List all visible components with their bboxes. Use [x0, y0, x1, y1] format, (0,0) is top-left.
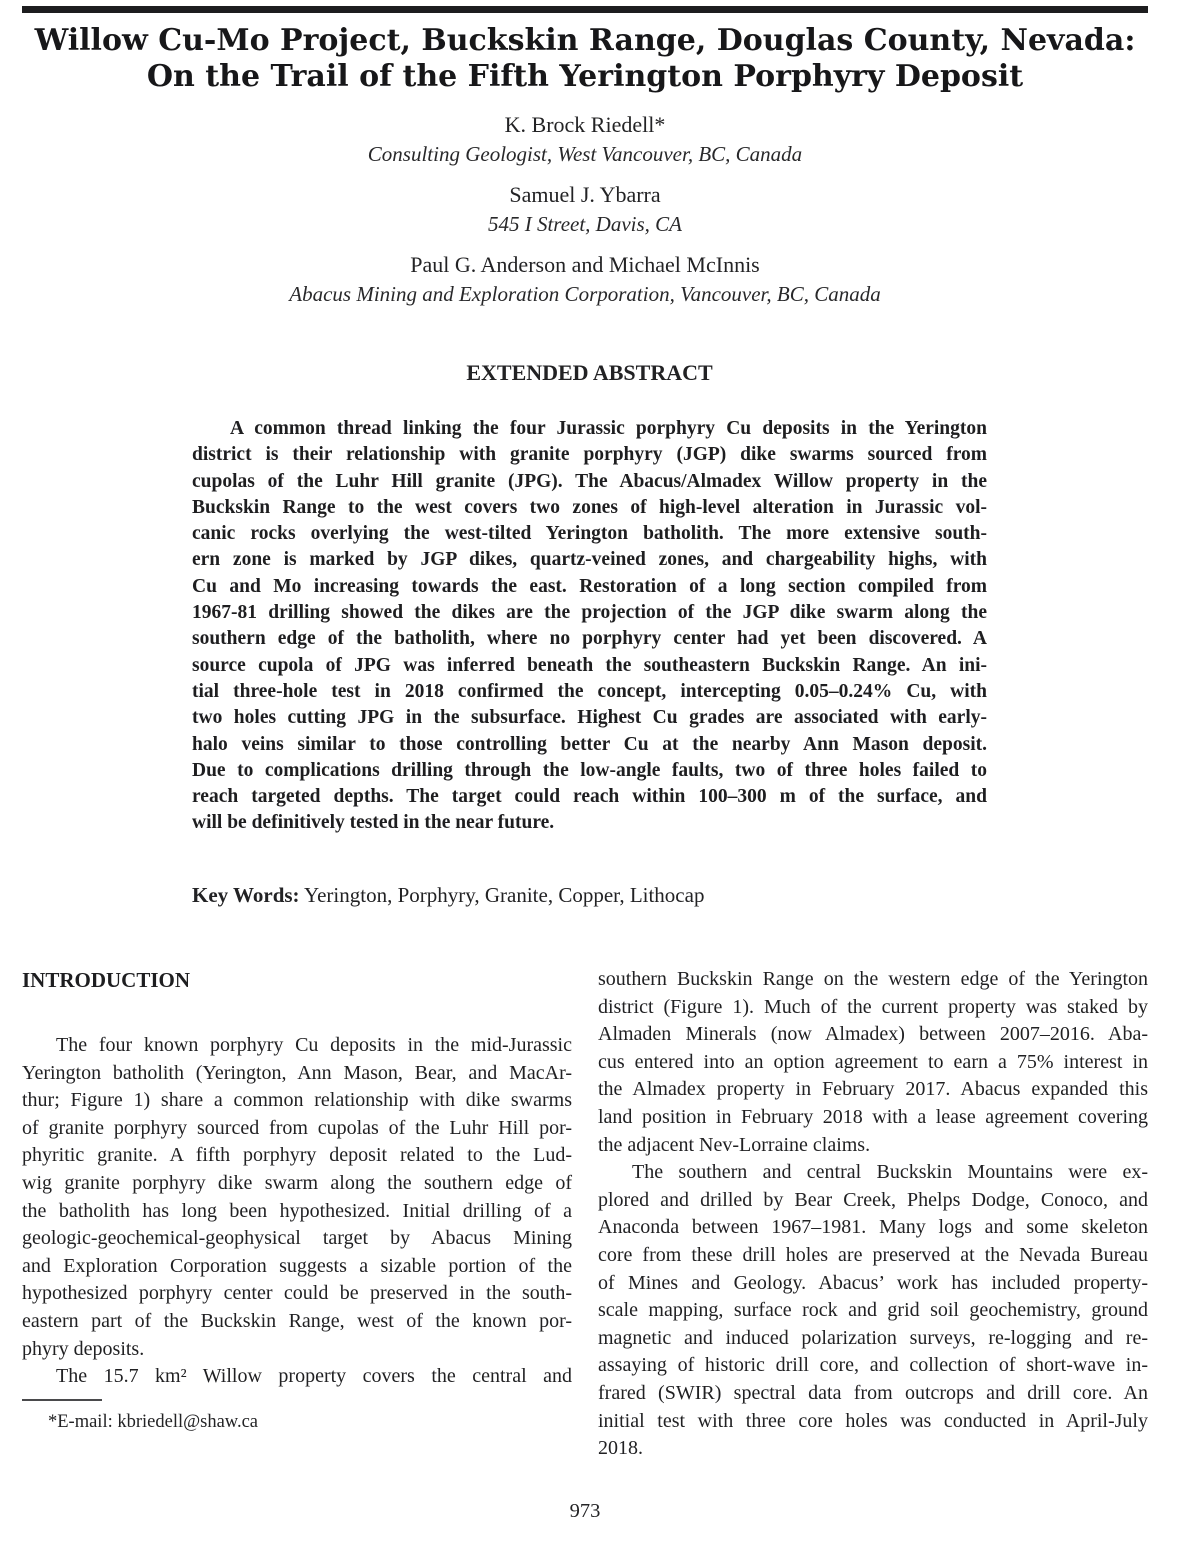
text-line: of granite porphyry sourced from cupolas of the Luhr Hill por-	[22, 1116, 572, 1139]
keywords-line	[192, 881, 987, 909]
left-column	[22, 966, 572, 1391]
text-line: 2018.	[598, 1437, 643, 1460]
text-line: Buckskin Range to the west covers two zones of high-level alteration in Jurassic vol-	[192, 496, 987, 518]
text-line: cus entered into an option agreement to earn a 75% interest in	[598, 1050, 1148, 1073]
paper-title-line-1: Willow Cu-Mo Project, Buckskin Range, Douglas County, Nevada:	[34, 23, 1136, 58]
text-line: core from these drill holes are preserved at the Nevada Bureau	[598, 1243, 1148, 1266]
text-line: A common thread linking the four Jurassic porphyry Cu deposits in the Yerington	[230, 418, 987, 439]
header-rule	[22, 6, 1148, 13]
footnote-text: *E-mail: kbriedell@shaw.ca	[48, 1412, 259, 1432]
paper-title-line-2: On the Trail of the Fifth Yerington Porphyry Deposit	[146, 59, 1024, 94]
paragraph	[22, 1363, 572, 1391]
text-line: land position in February 2018 with a lease agreement covering	[598, 1105, 1148, 1128]
paper-title	[22, 23, 1148, 95]
text-line: geologic-geochemical-geophysical target by Abacus Mining	[22, 1227, 572, 1250]
text-line: The southern and central Buckskin Mountains were ex-	[632, 1161, 1148, 1184]
text-line: hypothesized porphyry center could be preserved in the south-	[22, 1282, 572, 1305]
text-line: Due to complications drilling through the low-angle faults, two of three holes failed to	[192, 759, 987, 781]
author-name: Paul G. Anderson and Michael McInnis	[410, 252, 760, 277]
text-line: source cupola of JPG was inferred beneath the southeastern Buckskin Range. An ini-	[192, 654, 987, 676]
text-line: assaying of historic drill core, and collection of short-wave in-	[598, 1354, 1148, 1377]
footnote	[22, 1399, 572, 1434]
text-line: eastern part of the Buckskin Range, west of the known por-	[22, 1309, 572, 1332]
text-line: southern edge of the batholith, where no porphyry center had yet been discovered. A	[192, 628, 987, 650]
author-group	[22, 250, 1148, 309]
author-affiliation: Consulting Geologist, West Vancouver, BC, Canada	[367, 142, 803, 166]
author-affiliation: Abacus Mining and Exploration Corporation, Vancouver, BC, Canada	[289, 282, 881, 306]
page-number: 973	[569, 1500, 601, 1522]
text-line: The four known porphyry Cu deposits in the mid-Jurassic	[56, 1034, 572, 1056]
text-line: wig granite porphyry dike swarm along the southern edge of	[22, 1171, 572, 1194]
author-name: Samuel J. Ybarra	[509, 182, 661, 207]
text-line: initial test with three core holes was conducted in April-July	[598, 1409, 1148, 1432]
text-line: district is their relationship with granite porphyry (JGP) dike swarms sourced from	[192, 444, 987, 466]
author-group	[22, 180, 1148, 239]
text-line: Yerington batholith (Yerington, Ann Mason, Bear, and MacAr-	[22, 1061, 572, 1084]
text-line: ern zone is marked by JGP dikes, quartz-veined zones, and chargeability highs, with	[192, 549, 987, 571]
text-line: canic rocks overlying the west-tilted Yerington batholith. The more extensive south-	[192, 523, 987, 545]
text-line: the batholith has long been hypothesized. Initial drilling of a	[22, 1199, 572, 1222]
keywords-list: Yerington, Porphyry, Granite, Copper, Lithocap	[299, 883, 705, 907]
text-line: Almaden Minerals (now Almadex) between 2007–2016. Aba-	[598, 1023, 1148, 1046]
author-affiliation: 545 I Street, Davis, CA	[487, 212, 683, 236]
text-line: frared (SWIR) spectral data from outcrops and drill core. An	[598, 1381, 1148, 1404]
text-line: the adjacent Nev-Lorraine claims.	[598, 1133, 871, 1156]
left-column-text	[22, 1032, 572, 1391]
text-line: phyritic granite. A fifth porphyry deposit related to the Lud-	[22, 1144, 572, 1167]
paragraph	[22, 1032, 572, 1363]
text-line: scale mapping, surface rock and grid soil geochemistry, ground	[598, 1299, 1148, 1322]
author-name: K. Brock Riedell*	[504, 112, 666, 137]
text-line: southern Buckskin Range on the western edge of the Yerington	[598, 968, 1148, 990]
text-line: two holes cutting JPG in the subsurface. Highest Cu grades are associated with early-	[192, 707, 987, 729]
text-line: will be definitively tested in the near future.	[192, 812, 555, 834]
paragraph	[598, 966, 1148, 1159]
keywords-label: Key Words:	[192, 883, 300, 907]
text-line: district (Figure 1). Much of the current property was staked by	[598, 995, 1148, 1018]
text-line: Anaconda between 1967–1981. Many logs and some skeleton	[598, 1216, 1148, 1239]
footnote-rule	[22, 1399, 102, 1401]
right-column	[598, 966, 1148, 1463]
text-line: 1967-81 drilling showed the dikes are the projection of the JGP dike swarm along the	[192, 602, 987, 624]
paragraph	[192, 416, 987, 837]
text-line: thur; Figure 1) share a common relationship with dike swarms	[22, 1089, 572, 1112]
text-line: of Mines and Geology. Abacus’ work has included property-	[598, 1271, 1148, 1294]
text-line: The 15.7 km² Willow property covers the central and	[56, 1365, 572, 1388]
text-line: reach targeted depths. The target could reach within 100–300 m of the surface, and	[192, 786, 987, 808]
text-line: halo veins similar to those controlling better Cu at the nearby Ann Mason deposit.	[192, 733, 987, 755]
text-line: phyry deposits.	[22, 1337, 145, 1360]
text-line: cupolas of the Luhr Hill granite (JPG). The Abacus/Almadex Willow property in the	[192, 470, 987, 492]
text-line: magnetic and induced polarization surveys, re-logging and re-	[598, 1326, 1148, 1349]
author-group	[22, 110, 1148, 169]
paragraph	[598, 1159, 1148, 1463]
text-line: Cu and Mo increasing towards the east. Restoration of a long section compiled from	[192, 575, 987, 597]
text-line: and Exploration Corporation suggests a sizable portion of the	[22, 1254, 572, 1277]
abstract-body	[192, 416, 987, 837]
introduction-heading: INTRODUCTION	[22, 968, 191, 992]
text-line: tial three-hole test in 2018 confirmed the concept, intercepting 0.05–0.24% Cu, with	[192, 680, 987, 702]
text-line: plored and drilled by Bear Creek, Phelps Dodge, Conoco, and	[598, 1188, 1148, 1211]
abstract-heading: EXTENDED ABSTRACT	[466, 360, 713, 385]
author-block	[22, 110, 1148, 320]
text-line: the Almadex property in February 2017. Abacus expanded this	[598, 1078, 1148, 1101]
right-column-text	[598, 966, 1148, 1463]
